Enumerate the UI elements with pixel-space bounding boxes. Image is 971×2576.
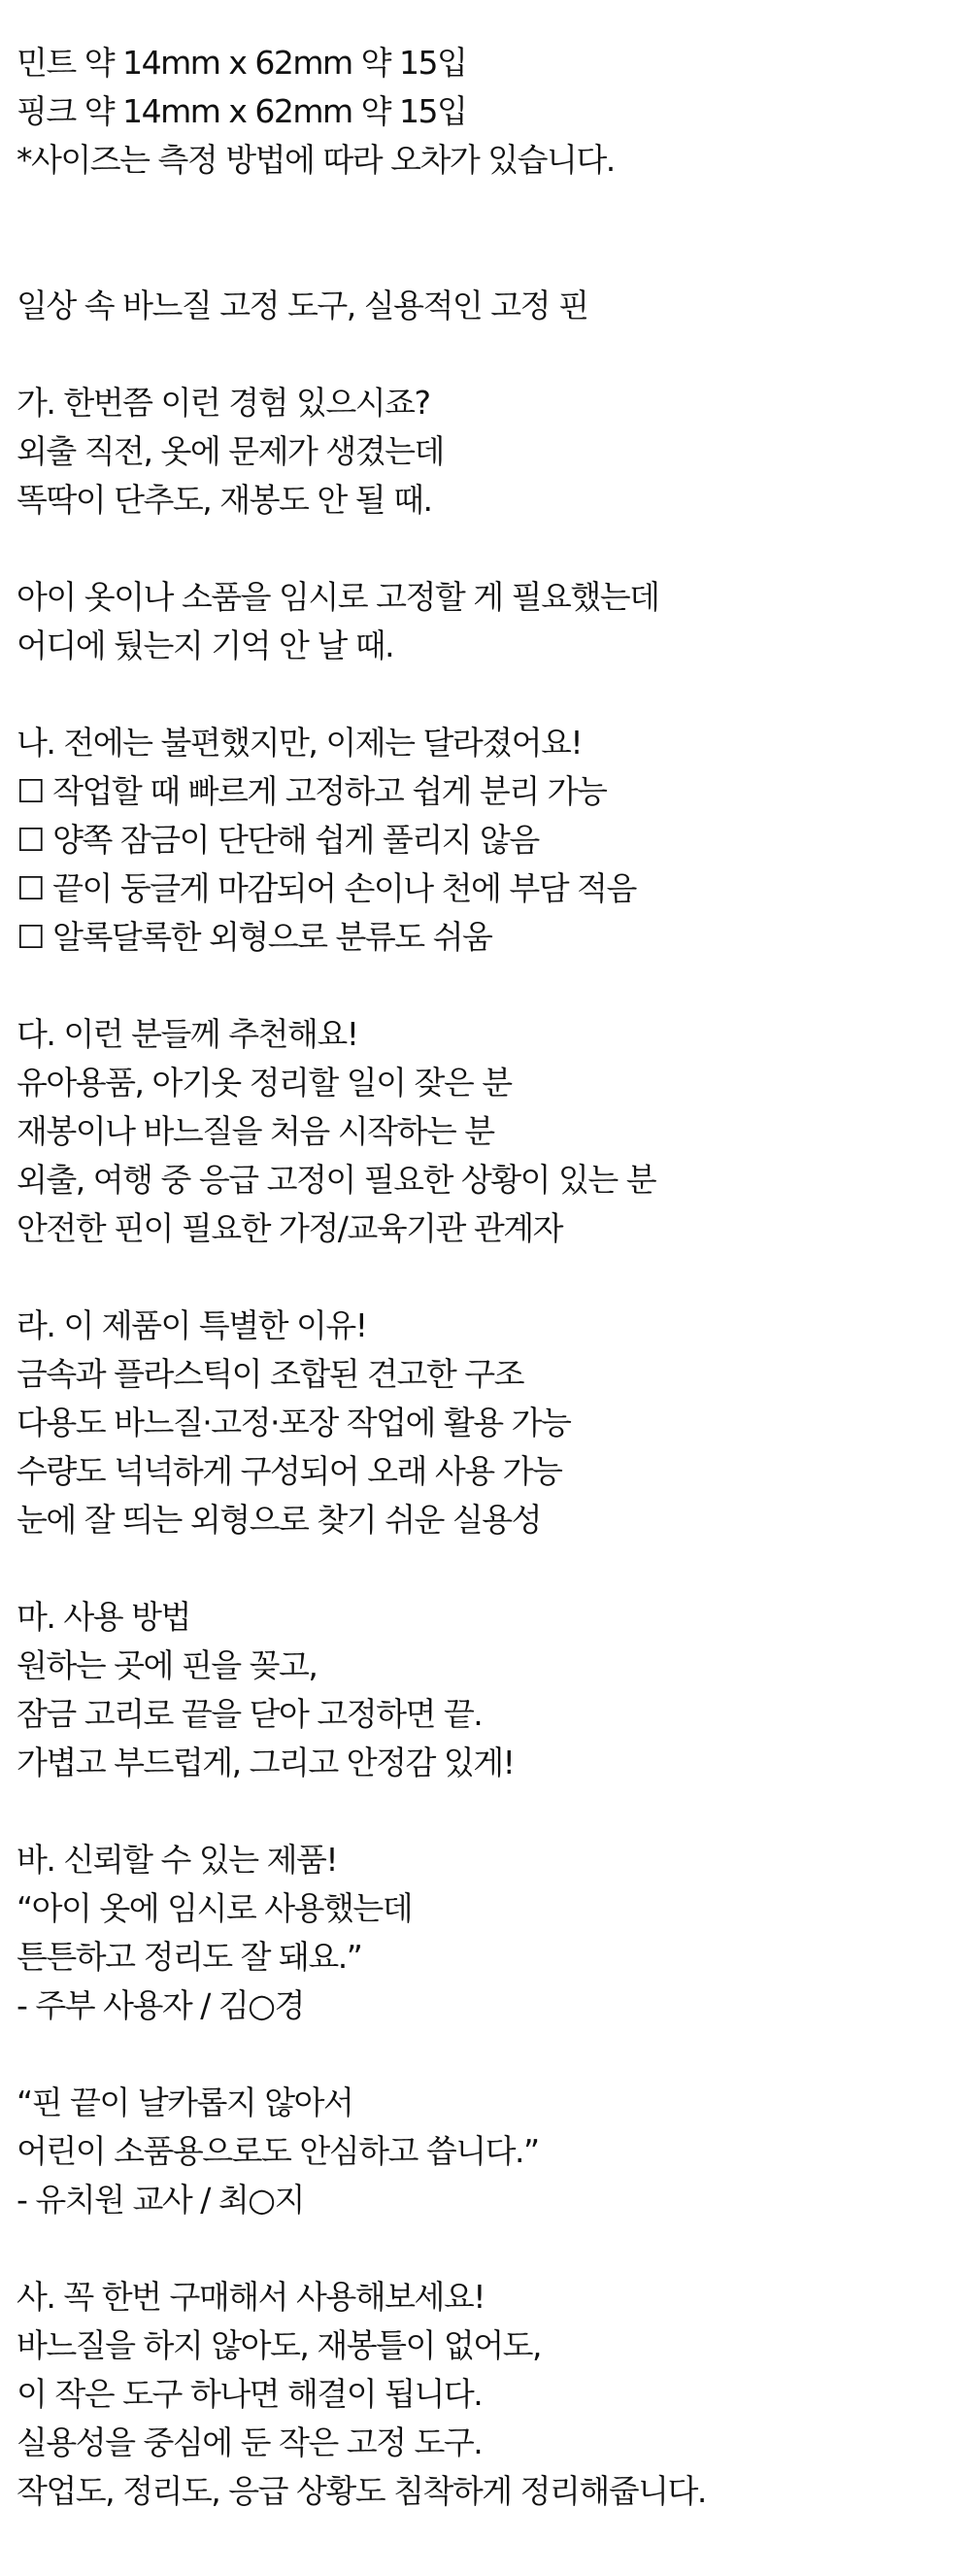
text-line: 외출 직전, 옷에 문제가 생겼는데	[17, 432, 444, 470]
text-line: “핀 끝이 날카롭지 않아서	[17, 2084, 353, 2121]
intro-title: 일상 속 바느질 고정 도구, 실용적인 고정 핀	[17, 287, 588, 324]
text-line: 바느질을 하지 않아도, 재봉틀이 없어도,	[17, 2326, 541, 2364]
text-line: 재봉이나 바느질을 처음 시작하는 분	[17, 1112, 494, 1150]
text-line: 튼튼하고 정리도 잘 돼요.”	[17, 1938, 362, 1976]
section-heading: 나. 전에는 불편했지만, 이제는 달라졌어요!	[17, 724, 583, 762]
spacer	[17, 330, 954, 379]
spacer	[17, 1253, 954, 1302]
spacer	[17, 525, 954, 573]
section-ra	[17, 1302, 954, 1544]
text-line: ☐ 작업할 때 빠르게 고정하고 쉽게 분리 가능	[17, 772, 607, 810]
product-description	[17, 39, 954, 2516]
text-line: “아이 옷에 임시로 사용했는데	[17, 1889, 413, 1927]
spec-block	[17, 39, 954, 185]
text-line: 눈에 잘 띄는 외형으로 찾기 쉬운 실용성	[17, 1501, 541, 1539]
section-heading: 가. 한번쯤 이런 경험 있으시죠?	[17, 384, 430, 422]
spacer	[17, 670, 954, 719]
spacer	[17, 962, 954, 1010]
text-line: 금속과 플라스틱이 조합된 견고한 구조	[17, 1355, 524, 1393]
text-line: - 유치원 교사 / 최○지	[17, 2181, 304, 2219]
section-heading: 사. 꼭 한번 구매해서 사용해보세요!	[17, 2278, 485, 2316]
spacer	[17, 2030, 954, 2079]
size-note: *사이즈는 측정 방법에 따라 오차가 있습니다.	[17, 141, 615, 179]
text-line: 유아용품, 아기옷 정리할 일이 잦은 분	[17, 1064, 512, 1102]
section-ba	[17, 1836, 954, 2224]
text-line: 수량도 넉넉하게 구성되어 오래 사용 가능	[17, 1452, 562, 1490]
text-line: 이 작은 도구 하나면 해결이 됩니다.	[17, 2375, 483, 2413]
text-line: 외출, 여행 중 응급 고정이 필요한 상황이 있는 분	[17, 1161, 656, 1199]
spacer	[17, 1544, 954, 1593]
section-da	[17, 1010, 954, 1253]
text-line: 원하는 곳에 핀을 꽂고,	[17, 1646, 318, 1684]
text-line: 어디에 뒀는지 기억 안 날 때.	[17, 627, 394, 664]
text-line: 가볍고 부드럽게, 그리고 안정감 있게!	[17, 1744, 515, 1781]
text-line: 똑딱이 단추도, 재봉도 안 될 때.	[17, 481, 432, 519]
text-line: 다용도 바느질·고정·포장 작업에 활용 가능	[17, 1404, 571, 1441]
text-line: - 주부 사용자 / 김○경	[17, 1986, 304, 2024]
spacer	[17, 2224, 954, 2273]
text-line: 아이 옷이나 소품을 임시로 고정할 게 필요했는데	[17, 578, 659, 616]
text-line: 잠금 고리로 끝을 닫아 고정하면 끝.	[17, 1695, 483, 1733]
text-line: ☐ 끝이 둥글게 마감되어 손이나 천에 부담 적음	[17, 869, 636, 907]
section-ga	[17, 379, 954, 670]
text-line: 안전한 핀이 필요한 가정/교육기관 관계자	[17, 1209, 563, 1247]
section-heading: 다. 이런 분들께 추천해요!	[17, 1015, 358, 1053]
section-sa	[17, 2273, 954, 2516]
section-heading: 마. 사용 방법	[17, 1598, 190, 1636]
text-line: 실용성을 중심에 둔 작은 고정 도구.	[17, 2423, 483, 2461]
sections	[17, 330, 954, 2516]
text-line: 작업도, 정리도, 응급 상황도 침착하게 정리해줍니다.	[17, 2472, 706, 2510]
spec-mint: 민트 약 14mm x 62mm 약 15입	[17, 44, 467, 82]
text-line: ☐ 알록달록한 외형으로 분류도 쉬움	[17, 918, 492, 956]
section-heading: 라. 이 제품이 특별한 이유!	[17, 1306, 367, 1344]
spacer	[17, 185, 954, 282]
text-line: 어린이 소품용으로도 안심하고 씁니다.”	[17, 2132, 539, 2170]
section-ma	[17, 1593, 954, 1787]
spacer	[17, 1787, 954, 1836]
section-heading: 바. 신뢰할 수 있는 제품!	[17, 1841, 338, 1879]
spec-pink: 핑크 약 14mm x 62mm 약 15입	[17, 92, 467, 130]
section-na	[17, 719, 954, 962]
text-line: ☐ 양쪽 잠금이 단단해 쉽게 풀리지 않음	[17, 821, 539, 859]
